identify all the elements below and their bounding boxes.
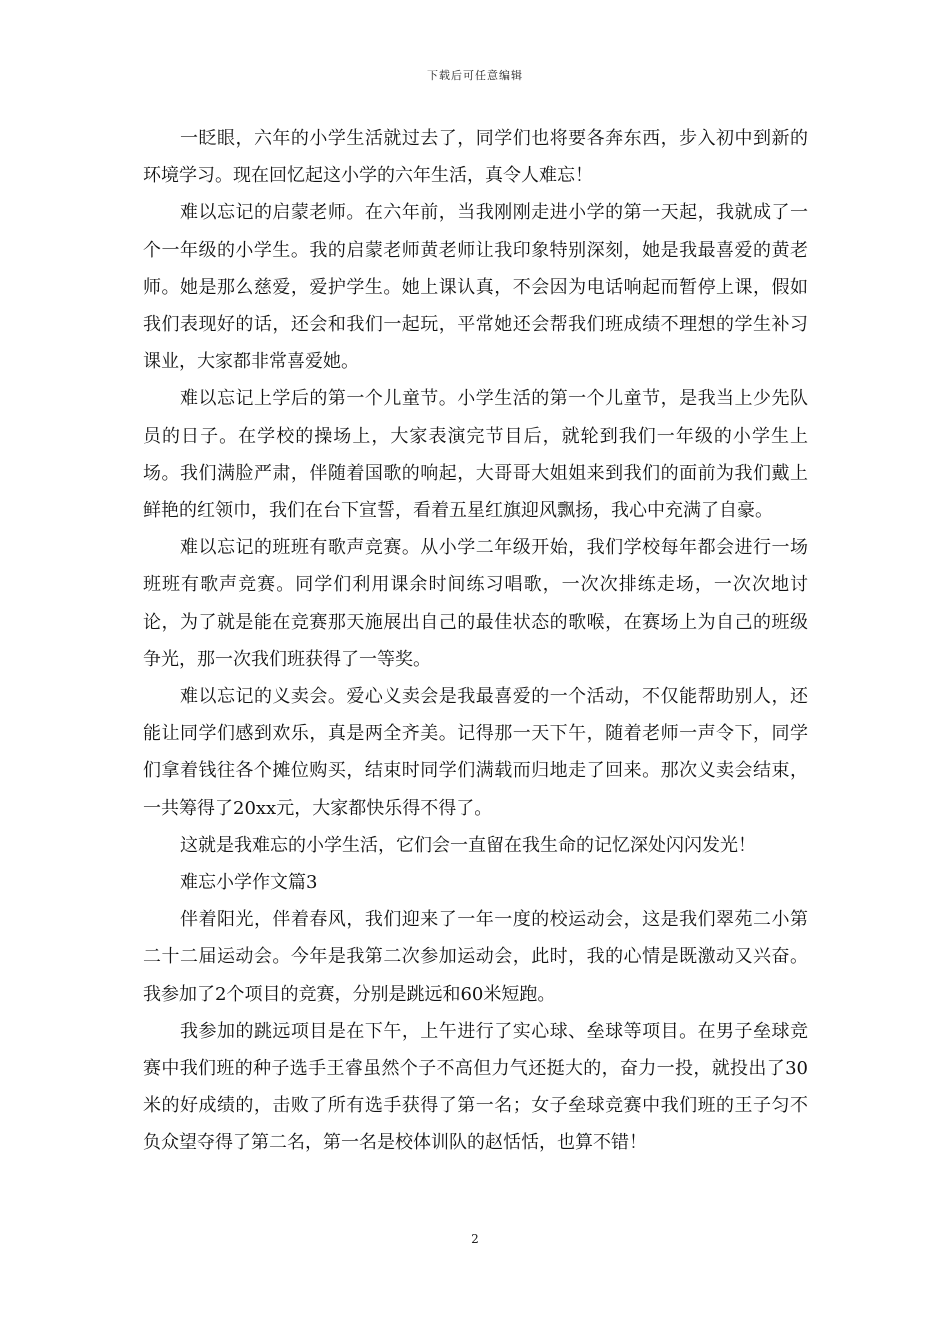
paragraph-teacher: 难以忘记的启蒙老师。在六年前，当我刚刚走进小学的第一天起，我就成了一个一年级的小学生。我的启蒙老师黄老师让我印象特别深刻，她是我最喜爱的黄老师。她是那么慈爱，爱护学生。她上课认真，不会因为电话响起而暂停上课，假如我们表现好的话，还会和我们一起玩，平常她还会帮我们班成绩不理想的学生补习课业，大家都非常喜爱她。 bbox=[143, 202, 808, 373]
paragraph-conclusion: 这就是我难忘的小学生活，它们会一直留在我生命的记忆深处闪闪发光！ bbox=[180, 834, 756, 856]
paragraph-sports-meet: 伴着阳光，伴着春风，我们迎来了一年一度的校运动会，这是我们翠苑二小第二十二届运动会。今年是我第二次参加运动会，此时，我的心情是既激动又兴奋。我参加了2个项目的竞赛，分别是跳远和60米短跑。 bbox=[143, 909, 808, 1005]
paragraph-long-jump: 我参加的跳远项目是在下午，上午进行了实心球、垒球等项目。在男子垒球竞赛中我们班的种子选手王睿虽然个子不高但力气还挺大的，奋力一投，就投出了30米的好成绩的，击败了所有选手获得了第一名；女子垒球竞赛中我们班的王子匀不负众望夺得了第二名，第一名是校体训队的赵恬恬，也算不错！ bbox=[143, 1020, 808, 1154]
paragraph-singing-contest: 难以忘记的班班有歌声竞赛。从小学二年级开始，我们学校每年都会进行一场班班有歌声竞赛。同学们利用课余时间练习唱歌，一次次排练走场，一次次地讨论，为了就是能在竞赛那天施展出自己的最佳状态的歌喉，在赛场上为自己的班级争光，那一次我们班获得了一等奖。 bbox=[143, 537, 808, 670]
paragraph-childrens-day: 难以忘记上学后的第一个儿童节。小学生活的第一个儿童节，是我当上少先队员的日子。在学校的操场上，大家表演完节目后，就轮到我们一年级的小学生上场。我们满脸严肃，伴随着国歌的响起，大哥哥大姐姐来到我们的面前为我们戴上鲜艳的红领巾，我们在台下宣誓，看着五星红旗迎风飘扬，我心中充满了自豪。 bbox=[143, 388, 808, 522]
document-body bbox=[143, 120, 808, 1162]
page-number: 2 bbox=[471, 1232, 479, 1246]
paragraph-intro: 一眨眼，六年的小学生活就过去了，同学们也将要各奔东西，步入初中到新的环境学习。现在回忆起这小学的六年生活，真令人难忘！ bbox=[143, 128, 808, 187]
section-title: 难忘小学作文篇3 bbox=[180, 872, 318, 894]
page-header: 下载后可任意编辑 bbox=[427, 69, 523, 82]
paragraph-charity-sale: 难以忘记的义卖会。爱心义卖会是我最喜爱的一个活动，不仅能帮助别人，还能让同学们感到欢乐，真是两全齐美。记得那一天下午，随着老师一声令下，同学们拿着钱往各个摊位购买，结束时同学们满载而归地走了回来。那次义卖会结束，一共筹得了20xx元，大家都快乐得不得了。 bbox=[143, 686, 808, 819]
